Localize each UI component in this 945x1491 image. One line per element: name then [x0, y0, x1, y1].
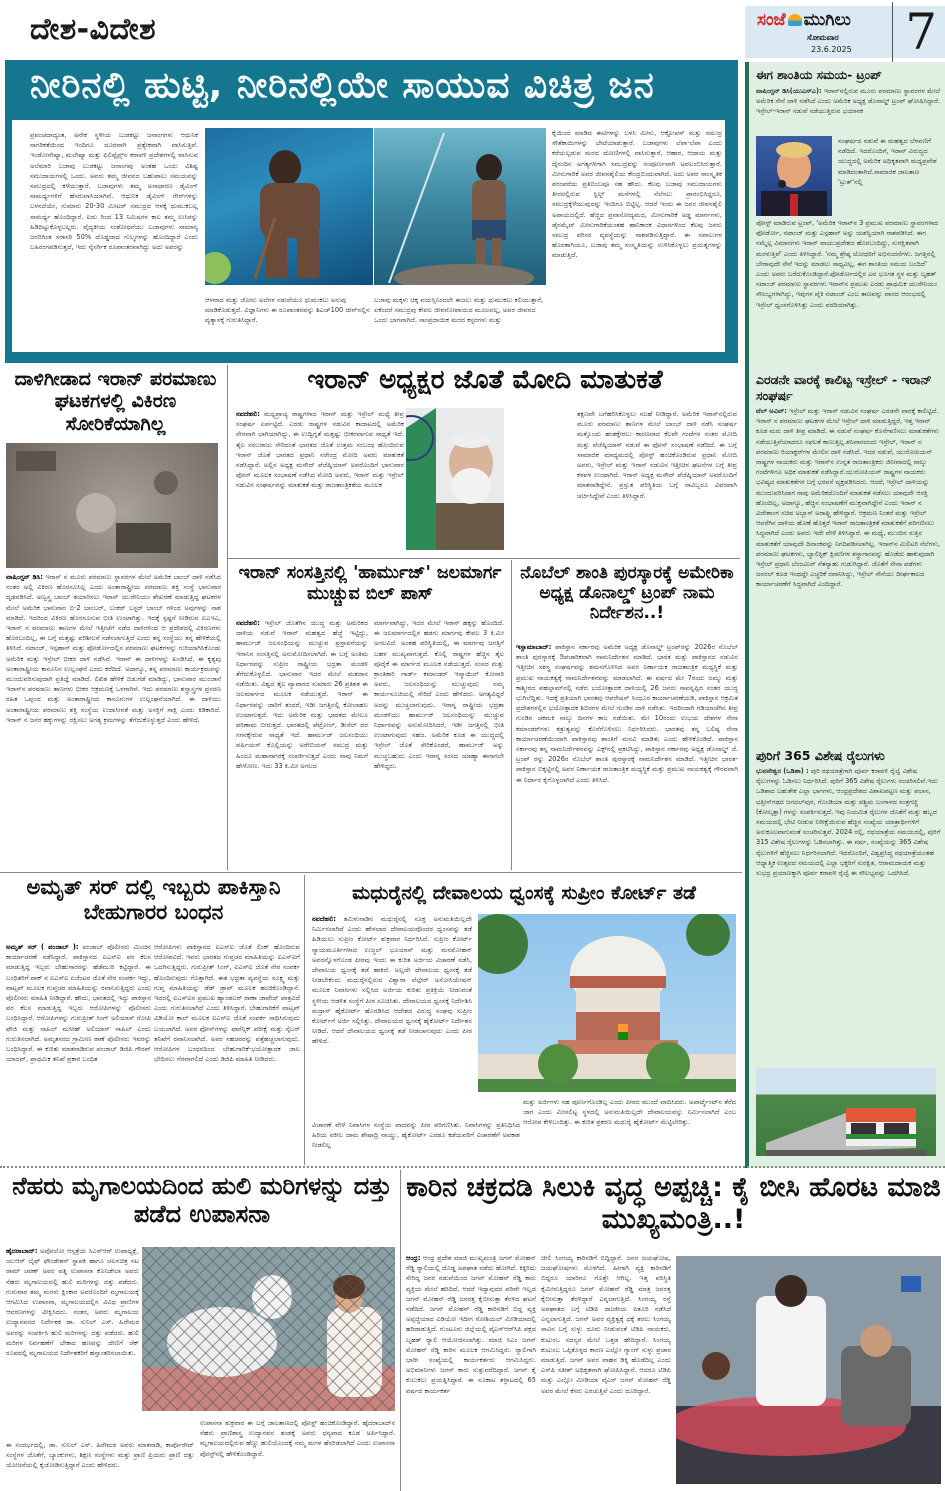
sidebar-story2-dateline: ಟೆಲ್ ಅವಿವ್:: [756, 407, 787, 415]
modi-iran-headline: ಇರಾನ್ ಅಧ್ಯಕ್ಷರ ಜೊತೆ ಮೋದಿ ಮಾತುಕತೆ: [307, 365, 663, 395]
lead-story-headline: ನೀರಿನಲ್ಲಿ ಹುಟ್ಟಿ, ನೀರಿನಲ್ಲಿಯೇ ಸಾಯುವ ವಿಚಿತ್ರ ಜನ: [30, 65, 655, 106]
column-divider: [400, 1170, 401, 1491]
iran-radiation-dateline: ವಾಷಿಂಗ್ಟನ್ ಡಿಸಿ:: [6, 573, 43, 581]
nehru-zoo-bottom-left: ಈ ಸಂದರ್ಭದಲ್ಲಿ, ಡಾ. ಸುನಿಲ್ ಎಸ್. ಹಿರೇಮಠ ಅವರು ಮಾತನಾಡಿ, ಕಾರ್ಪೊರೇಟ್ ಸಂಸ್ಥೆಗಳ ಜೊತೆಗೆ, ಬ್ಯಾಂಕುಗಳು, ಶಿಕ್ಷಣ ಸಂಸ್ಥೆಗಳು ಮತ್ತು ಪ್ರಾಣಿ ಪ್ರಿಯರು ಪ್ರಾಣಿ ದತ್ತು ಯೋಜನೆಯಲ್ಲಿ ಕೈಜೋಡಿಸುತ್ತಿದ್ದಾರೆ ಎಂದು ಹೇಳಿದರು.: [6, 1441, 194, 1470]
madurai-text-col1: ತಮಿಳುನಾಡಿನ ಮಧುರೈನಲ್ಲಿ ಸೂಕ್ತ ಅನುಮತಿಯಿಲ್ಲದೇ ನಿರ್ಮಿಸಲಾಗಿದೆ ಎಂದು ಹೇಳಲಾದ ದೇವಾಲಯವೊಂದರ ಧ್ವಂಸವನ್ನು ತಡೆ ಹಿಡಿಯಲು ಸುಪ್ರೀಂ ಕೋರ್ಟ್ ಶುಕ್ರವಾರ ನಿರ್ಧರಿಸಿದೆ. ಸುಪ್ರೀಂ ಕೋರ್ಟ್ ನ್ಯಾಯಮೂರ್ತಿಗಳಾದ ಉಜ್ಜಲ್ ಭೂಯಾನ್ ಮತ್ತು ಮನಮೋಹನ್ ಅವರನ್ನೊಳಗೊಂಡ ಪೀಠವು ಇಂದು ಈ ಕುರಿತ ಅರ್ಜಿಯ ವಿಚಾರಣೆ ನಡೆಸಿ, ದೇವಾಲಯ ಧ್ವಂಸಕ್ಕೆ ತಡೆ ಹಾಕಿದೆ. ಅಲ್ಲದೇ ದೇವಾಲಯ ಧ್ವಂಸಕ್ಕೆ ತಡೆ ನೀಡಬೇಕೆಂದು ಮಧುರೈನಲ್ಲಿರುವ ವಿಶ್ವಾರಾ ವೆಲ್ಫೇರ್ ಅಸೋಸಿಯೇಷನ್ ಮೂಲಕ ನಿವಾಸಿಗಳು ಸಲ್ಲಿಸಿದ ಅರ್ಜಿಯ ಕುರಿತು ಪ್ರತಿಕ್ರಿಯೆ ನೀಡುವಂತೆ ಸ್ಥಳೀಯ ಆಡಳಿತ ಸಂಸ್ಥೆಗೆ ಪೀಠ ಸೂಚಿಸಿತು. ದೇವಾಲಯದ ಧ್ವಂಸಕ್ಕೆ ನಿರ್ದೇಶಿಸಿ ಮದ್ರಾಸ್ ಹೈಕೋರ್ಟ್ ಹೊರಡಿಸಿದ ಆದೇಶದ ವಿರುದ್ಧ ಸಂಘವು ಸುಪ್ರೀಂ ಕೋರ್ಟ್‌ಗೆ ಅರ್ಜಿ ಸಲ್ಲಿಸಿತ್ತು. ದೇವಾಲಯದ ಧ್ವಂಸಕ್ಕೆ ಹೈಕೋರ್ಟ್ ನಿರ್ದೇಶನ ನೀಡಿದೆ. ಆದರೆ ದೇವಾಲಯದ ಧ್ವಂಸಕ್ಕೆ ತಡೆ ನೀಡಲಾಗುವುದು ಎಂದು ಪೀಠ ಹೇಳಿದೆ.: [312, 915, 472, 1046]
jagan-col2: ಚೀಲಿ ಸಿಂಗಯ್ಯ ಕಾರಿನಡಿಗೆ ಬಿದ್ದಿದ್ದಾರೆ. ಜನರ ಜಯಘೋಷ, ಜಯಘೋಷಗಳು ಮೊಳಗಿದೆ. ಹೀಗಾಗಿ ವ್ಯಕ್ತಿ ಕಾರಿನಡಿಗೆ ಬಿದ್ದರೂ ಯಾರಿಗೂ ಗೊತ್ತೇ ಆಗಿಲ್ಲ. ಇತ್ತ ಪರಿಸ್ಥಿತಿ ಕೈಮೀರುತ್ತಿದ್ದರೂ ಜಗನ್ ಮೋಹನ್ ರೆಡ್ಡಿ ಮಾತ್ರ ಜನರತ್ತ ಕೈಬೀಸುತ್ತಾ ತೆರಳಿದ್ದಾರೆ ಎನ್ನಲಾಗುತ್ತಿದೆ. ಸಿಂಗಯ್ಯ ರಸ್ತೆ ಅಪಘಾತದ ಬಗ್ಗೆ ಟಿಡಿಪಿ ರಾಜಕೀಯ ಪಿತೂರಿ ನಡೆಸಿದೆ ಎನ್ನಲಾಗುತ್ತಿದೆ. ಜಗನ್ ಅವರ ವ್ಯಕ್ತಿತ್ವಕ್ಕೆ ಧಕ್ಕೆ ತರಲು ಸಿಂಗಯ್ಯ ಸಾವಿನ ಬಗ್ಗೆ ಸುಳ್ಳು ದೂರು ನೀಡುವಂತೆ ಟಿಡಿಪಿ ನಾಯಕರು, ಕುಟುಂಬ ಸದಸ್ಯರ ಮೇಲೆ ಒತ್ತಡ ಹೇರಿದ್ದಾರೆ. ಸಿಂಗಯ್ಯ ಕುಟುಂಬ ಒಪ್ಪಿಕೊಳ್ಳದ ಕಾರಣ ಎಲ್ಲೋ ಗ್ಯಾಂಗ್ ಸುಳ್ಳು ಪ್ರಚಾರ ಮಾಡುತ್ತಿದೆ. ಜಗನ್ ಅವರ ವಾಹನ ಡಿಕ್ಕಿ ಹೊಡೆದಿಲ್ಲ ಎಂದು ಎಸ್‌ಪಿ ಸತೀಶ್ ಅಧಿಕೃತವಾಗಿ ಘೋಷಿಸಿದ್ದಾರೆ. ಆದರೂ ಟಿಡಿಪಿ ಮತ್ತು ಎಲ್ಲೋ ಮೀಡಿಯಾ ವೈಎಸ್ ಜಗನ್ ಮೋಹನ್ ರೆಡ್ಡಿ ಅವರ ಮೇಲೆ ಕೆಸರು ಎರಚುತ್ತಿವೆ ಎಂದು ದೂರಿದ್ದಾರೆ.: [541, 1254, 671, 1395]
sidebar-story1-intro-text: ಇರಾನ್‌ನಲ್ಲಿರುವ ಮೂರು ಪರಮಾಣು ಸ್ಥಾವರಗಳ ಮೇಲೆ ಅಮೆರಿಕ ಸೇನೆ ದಾಳಿ ನಡೆಸಿದೆ ಎಂದು ಅಮೆರಿಕ ಅಧ್ಯಕ್ಷ ಡೊನಾಲ್ಡ್ ಟ್ರಂಪ್ ಘೋಷಿಸಿದ್ದಾರೆ. ಇಸ್ರೇಲ್-ಇರಾನ್ ನಡುವೆ ನಡೆಯುತ್ತಿರುವ ಭಯಾನಕ: [756, 87, 941, 116]
sidebar-story2-text: ಇಸ್ರೇಲ್ ಮತ್ತು ಇರಾನ್ ನಡುವಿನ ಸಂಘರ್ಷ ಎರಡನೇ ವಾರಕ್ಕೆ ಕಾಲಿಟ್ಟಿದೆ. ಇರಾನ್ ನ ಪರಮಾಣು ಘಟಕಗಳ ಮೇಲೆ ಇಸ್ರೇಲ್ ದಾಳಿ ಮಾಡುತ್ತಿದ್ದರೆ, ಇತ್ತ ಇರಾನ್ ಕೂಡ ಮರು ದಾಳಿ ತೀವ್ರ ಮಾಡಿದೆ. ಈ ನಡುವೆ ಸಂಘರ್ಷ ಕೊನೆಗಾಣಿಸಲು ಮಾತುಕತೆಗಳು ನಡೆಯುತ್ತಿವೆಯಾದರೂ ಸಫಲತೆ ಕಾಣುತ್ತಿಲ್ಲ.ಶನಿವಾರದಂದು ಇಸ್ರೇಲ್, ಇರಾನ್ ನ ಪರಮಾಣು ರಿಯಾಕ್ಟರ್‌ಗಳ ಮೇಲಿನ ದಾಳಿ ನಡೆಸಿದೆ. ಇದರ ನಡುವೆ, ಯುರೋಪಿಯನ್ ರಾಷ್ಟ್ರಗಳ ನಾಯಕರು ಮತ್ತು ಇರಾನ್‌ನ ಉನ್ನತ ರಾಜತಾಂತ್ರಿಕರು ಜಿನೀವಾದಲ್ಲಿ ನಾಲ್ಕು ಗಂಟೆಗಳಿಗೂ ಅಧಿಕ ಮಾತುಕತೆ ನಡೆಸಿದ್ದಾರೆ.ಯುರೋಪಿಯನ್ ರಾಷ್ಟ್ರಗಳ ನಾಯಕರು ಭವಿಷ್ಯದ ಮಾತುಕತೆಗಳ ಬಗ್ಗೆ ಭರವಸೆ ವ್ಯಕ್ತಪಡಿಸಿದರು. ಆದರೆ, ಇಸ್ರೇಲ್ ದಾಳಿಯನ್ನು ಮುಂದುವರಿಸಿದಾಗ ನಾವು ಅಮೆರಿಕದೊಂದಿಗೆ ಮಾತುಕತೆ ನಡೆಸಲು ಯಾವುದೇ ಆಸಕ್ತಿ ಹೊಂದಿಲ್ಲ, ಅದಾಗ್ಯೂ, ಹೆಚ್ಚಿನ ಸಂಭಾಷಣೆಗೆ ಮುಕ್ತವಾಗಿದ್ದೇನೆ ಎಂದು ಇರಾನ್ ನ ವಿದೇಶಾಂಗ ಸಚಿವ ಅಬ್ಬಾಸ್ ಅರಾಘ್ಚಿ ಹೇಳಿದ್ದಾರೆ. ಆಕ್ರಮಣ ನಿಂತರೆ ಮತ್ತು ಇಸ್ರೇಲ್ ಆವರೆಗಿನ ದಾಳಿಯ ಹೊಣೆ ಹೊತ್ತರೆ ಇರಾನ್ ರಾಜತಾಂತ್ರಿಕತೆ ಮಾತುಕತೆಗೆ ಪರಿಗಣಿಸಲು ಸಿದ್ಧವಾಗಿದೆ ಎಂದು ಅವರು ಇದೇ ವೇಳೆ ತಿಳಿಸಿದ್ದಾರೆ. ಈ ಮಧ್ಯೆ, ಮುಂದಿನ ಸುತ್ತಿನ ಮಾತುಕತೆಗೆ ಯಾವುದೇ ದಿನಾಂಕವನ್ನು ನಿಗದಿಪಡಿಸಲಾಗಿಲ್ಲ. ಇರಾನ್‌ನ ಮಿಲಿಟರಿ ನೆಲೆಗಳು, ಪರಮಾಣು ಘಟಕಗಳು, ಬ್ಯಾಲಿಸ್ಟಿಕ್ ಕ್ಷಿಪಣಿಗಳ ಶಸ್ತ್ರಾಗಾರವನ್ನು ಹೊಡೆದು ಹಾಕುವುದಾಗಿ ಇಸ್ರೇಲ್ ಪ್ರಧಾನಿ ಬೆಂಜಮಿನ್ ನೆತನ್ಯಾಹು ಗುಡುಗಿದ್ದಾರೆ. ಜೊತೆಗೆ ಸೇನಾ ಪಡೆಗಳು ಜನರಲ್ ಕೂಡ ಇಂಥದ್ದೇ ಎಚ್ಚರಿಕೆ ರವಾನಿಸಿದ್ದು, ಇಸ್ರೇಲ್ ಸೇನೆಯು ದೀರ್ಘಕಾಲದ ಕಾರ್ಯಾಚರಣೆಗೆ ಸಿದ್ಧವಾಗಿದೆ ಎಂದಿದ್ದಾರೆ.: [756, 407, 940, 589]
trump-portrait-icon: [756, 136, 832, 216]
trump-photo: [756, 136, 832, 216]
dotted-divider: [0, 1166, 945, 1168]
lead-photo-caption1: ಆಳವಾದ ಮತ್ತು ಜೋರು ಅಲೆಗಳ ನಡುವೆಯೂ ಧುಮುಕಲು ಅನುವು ಮಾಡಿಕೊಡುತ್ತದೆ. ವಿಜ್ಞಾನಿಗಳು ಈ ರೂಪಾಂತರವನ್ನು ಶಿಎಚ್100 ಜೀನ್‌ನಲ್ಲಿನ ವ್ಯತ್ಯಾಸಕ್ಕೆ ಗುರುತಿಸಿದ್ದಾರೆ.: [205, 296, 370, 325]
nehru-zoo-text-col1: ಅಪೋಲೋ ಆಸ್ಪತ್ರೆಯ ಸಿಎಸ್‌ಆರ್ ಉಪಾಧ್ಯಕ್ಷೆ, ಯುಆರ್ ಲೈಫ್ ಫೌಂಡೇಶನ್ ಸ್ಥಾಪಕಿ ಹಾಗೂ ಚಲನಚಿತ್ರ ನಟ ರಾಮ್ ಚರಣ್ ಅವರ ಪತ್ನಿ ಉಪಾಸನಾ ಕೊನಿಡೇಲಾ ಅವರು ನೆಹರು ಮೃಗಾಲಯದಲ್ಲಿ ಹುಲಿ ಮರಿಗಳನ್ನು ದತ್ತು ಪಡೆದರು. ಗುರುವಾರ ತಮ್ಮ ಮಗಳು ಕ್ಲಿಂಕಾರ ಅವರೊಂದಿಗೆ ಮೃಗಾಲಯಕ್ಕೆ ಆಗಮಿಸಿದ ಉಪಾಸನಾ, ಮೃಗಾಲಯದಲ್ಲಿನ ವಿವಿಧ ಪ್ರಾಣಿಗಳ ಆವರಣಗಳನ್ನು ವೀಕ್ಷಿಸಿದರು. ನಂತರ, ಅವರು ಮೃಗಾಲಯ ಉದ್ಯಾನವನದ ನಿರ್ದೇಶಕ ಡಾ. ಸುನಿಲ್ ಎಸ್. ಹಿರೇಮಠ ಅವರನ್ನು ಸಂಪರ್ಕಿಸಿ ಹುಲಿ ಮರಿಗಳನ್ನು ದತ್ತು ಪಡೆದರು. ಹುಲಿ ಮರಿಗಳ ನಿರ್ವಹಣೆಗೆ ಬೇಕಾದ ಹಣವನ್ನು ದೇಣಿಗೆ ಚೆಕ್ ರೂಪದಲ್ಲಿ ಮೃಗಾಲಯದ ನಿರ್ದೇಶಕರಿಗೆ ಹಸ್ತಾಂತರಿಸಲಾಯಿತು.: [6, 1247, 139, 1358]
diver-figure-icon: [205, 128, 373, 285]
amritsar-text-col1: ಪಂಜಾಬ್ ಪೊಲೀಸರು ಮಿಂಚಿನ ಕಾರ್ಯಾಚರಣೆ ನಡೆಸಿದ್ದಾರೆ. ಪಾಕಿಸ್ತಾನದ ಐಎಸ್ಐ ಪರ ಕೆಲಸ ಮಾಡುತ್ತಿದ್ದ ಇಬ್ಬರು ಬೇಹುಗಾರರನ್ನು ಹೆಡೆಮುರಿ ಕಟ್ಟಿದ್ದಾರೆ. ಈ ಬಂಧಿತರಿಗೆ ಪಾಕ್ ನ ಐಎಸ್ಐ ಏಜೆಂಟರ ಜೊತೆ ನೇರ ಸಂಪರ್ಕ ಇದ್ದು, ವಾಟ್ಸಪ್ ಮೂಲಕ ಗುಪ್ತಚರ ಮಾಹಿತಿಯನ್ನು ರವಾನಿಸುತ್ತಿದ್ದರು ಎಂದು ಪೊಲೀಸರು ಮಾಹಿತಿ ನೀಡಿದ್ದಾರೆ. ಹೌದು, ಭಾರತದಲ್ಲಿ ಇದ್ದು ಪಾಕಿಸ್ತಾನ ಪರ ಕೆಲಸ ಮಾಡುತ್ತಿದ್ದ ಇಬ್ಬರು ಆರೋಪಿಗಳನ್ನು ಪೊಲೀಸರು ಬಂಧಿಸಿದ್ದಾರೆ. ಆರೋಪಿಗಳನ್ನು ಗುರುಪ್ರೀತ್ ಸಿಂಗ್ ಅಲಿಯಾಸ್ ಗೋಪಿ ಫೌಜಿ ಮತ್ತು ಸಾಹಿಲ್ ಮಸೀಹ್ ಅಲಿಯಾಸ್ ಸಾಹಿಲ್ ಎಂದು ಗುರುತಿಸಲಾಗಿದೆ. ಅಮೃತಸರದ ಗ್ರಾಮೀಣ ಠಾಣೆ ಪೊಲೀಸರು ಇವರನ್ನು ಬಂಧಿಸಿದ್ದಾರೆ. ಈ ಕುರಿತು ಮಾತನಾಡಿರುವ ಪಂಜಾಬ್ ಡಿಜಿಪಿ ಗೌರವ್ ಯಾದವ್, ಪ್ರಾಥಮಿಕ ತನಿಖೆ ಪ್ರಕಾರ ಬಂಧಿತ: [6, 943, 151, 1064]
nehru-zoo-headline: ನೆಹರು ಮೃಗಾಲಯದಿಂದ ಹುಲಿ ಮರಿಗಳನ್ನು ದತ್ತು ಪಡೆದ ಉಪಾಸನಾ: [12, 1172, 392, 1229]
sidebar-story2-headline: ಎರಡನೇ ವಾರಕ್ಕೆ ಕಾಲಿಟ್ಟ ಇಸ್ರೇಲ್ - ಇರಾನ್ ಸಂಘರ್ಷ: [756, 372, 932, 403]
nobel-text: ಪಾಕಿಸ್ತಾನ ಸರ್ಕಾರವು ಅಮೆರಿಕ ಅಧ್ಯಕ್ಷ ಡೊನಾಲ್ಡ್ ಟ್ರಂಪ್‌ರನ್ನು 2026ರ ನೊಬೆಲ್ ಶಾಂತಿ ಪುರಸ್ಕಾರಕ್ಕೆ ಔಪಚಾರಿಕವಾಗಿ ನಾಮನಿರ್ದೇಶನ ಮಾಡಿದೆ. ಭಾರತ ಮತ್ತು ಪಾಕಿಸ್ತಾನದ ನಡುವಿನ ಇತ್ತೀಚಿನ ಸಶಸ್ತ್ರ ಸಂಘರ್ಷವನ್ನು ಶಮನಗೊಳಿಸಿದ ಅವರ ನಿರ್ಣಾಯಕ ರಾಜತಾಂತ್ರಿಕ ಮಧ್ಯಸ್ಥಿಕೆ ಮತ್ತು ಪ್ರಮುಖ ನಾಯಕತ್ವಕ್ಕೆ ನಾಮನಿರ್ದೇಶನವನ್ನು ಮಾಡಲಾಗಿದೆ. ಈ ವರ್ಷದ ಮೇ 7ರಂದು ಜಮ್ಮು ಮತ್ತು ಕಾಶ್ಮೀರದ ಪಹಲ್ಗಾಮ್‌ನಲ್ಲಿ ನಡೆದ ಭಯೋತ್ಪಾದಕ ದಾಳಿಯಲ್ಲಿ 26 ಜನರು ಸಾವನ್ನಪ್ಪಿದ ನಂತರ ಯುದ್ಧ ಭುಗಿಲೆದ್ದಿತು. ಇದಕ್ಕೆ ಪ್ರತಿಯಾಗಿ ಭಾರತವು ಆಪರೇಷನ್ ಸಿಂಧೂರ ಕಾರ್ಯಾಚರಣೆಯಡಿ, ಪಾಕಿಸ್ತಾನ ಆಕ್ರಮಿತ ಪ್ರದೇಶಗಳಲ್ಲಿನ ಭಯೋತ್ಪಾದಕ ಶಿಬಿರಗಳ ಮೇಲೆ ಗುಂಡಿನ ದಾಳಿ ನಡೆಸಿತು. ಇದರಿಂದಾಗಿ ಗಡಿಯಾಚೆಗಿನ ತೀವ್ರ ಗುಂಡಿನ ಚಕಮಕಿ ನಾಲ್ಕು ದಿನಗಳ ಕಾಲ ನಡೆಯಿತು. ಮೇ 10ರಂದು ಉಭಯ ದೇಶಗಳ ಸೇನಾ ಕಮಾಂಡರ್‌ಗಳು ಶತ್ರುತ್ವವನ್ನು ಕೊನೆಗೊಳಿಸಲು ನಿರ್ಧರಿಸಿದರು. ಭಾರತವು ತನ್ನ ಬಲಿಷ್ಠ ಸೇನಾ ಕಾರ್ಯಾಚರಣೆಯಿಂದಾಗಿ ಪಾಕಿಸ್ತಾನವು ಶಾಂತಿಗೆ ಮನವಿ ಮಾಡಿತು ಎಂದು ಹೇಳಿಕೊಂಡಿದೆ. ಪಾಕಿಸ್ತಾನ ಸರ್ಕಾರವು ತನ್ನ ನಾಮನಿರ್ದೇಶನವನ್ನು ಎಕ್ಸ್‌ನಲ್ಲಿ ಪ್ರಕಟಿಸಿದ್ದು, ಪಾಕಿಸ್ತಾನ ಸರ್ಕಾರವು ಅಧ್ಯಕ್ಷ ಡೊನಾಲ್ಡ್ ಜೆ. ಟ್ರಂಪ್ ರನ್ನು 2026ರ ನೊಬೆಲ್ ಶಾಂತಿ ಪುರಸ್ಕಾರಕ್ಕೆ ನಾಮನಿರ್ದೇಶನ ಮಾಡಿದೆ. ಇತ್ತೀಚಿನ ಭಾರತ-ಪಾಕಿಸ್ತಾನ ಬಿಕ್ಕಟ್ಟಿನಲ್ಲಿ ಅವರ ನಿರ್ಣಾಯಕ ರಾಜತಾಂತ್ರಿಕ ಮಧ್ಯಸ್ಥಿಕೆ ಮತ್ತು ಪ್ರಮುಖ ನಾಯಕತ್ವಕ್ಕೆ ಗೌರವವಾಗಿ ಈ ನಿರ್ಧಾರ ಕೈಗೊಳ್ಳಲಾಗಿದೆ ಎಂದು ತಿಳಿಸಿದೆ.: [516, 643, 738, 784]
jagan-headline: ಕಾರಿನ ಚಕ್ರದಡಿ ಸಿಲುಕಿ ವೃದ್ಧ ಅಪ್ಪಚ್ಚಿ: ಕೈ ಬೀಸಿ ಹೊರಟ ಮಾಜಿ ಮುಖ್ಯಮಂತ್ರಿ..!: [406, 1172, 941, 1235]
damaged-nuclear-site-photo: [6, 443, 218, 568]
nehru-zoo-col1: [6, 1246, 139, 1436]
brand-part1: ಸಂಜೆ: [757, 10, 786, 30]
amritsar-col2: ಆರೋಪಿಗಳು ಪಾಕಿಸ್ತಾನದ ಐಎಸ್ಐ ಜೊತೆ ಲಿಂಕ್ ಹೊಂದಿರುವ ಆರೋಪವಿದೆ. ಇವರು ಭಾರತದ ಗುಪ್ತಚರ ಮಾಹಿತಿಯನ್ನು ಐಎಸ್ಐಗೆ ಒದಗಿಸುತ್ತಿದ್ದರು. ಗುರುಪ್ರೀತ್ ಸಿಂಗ್, ಐಎಸ್ಐ ಜೊತೆ ನೇರ ಸಂಪರ್ಕ ಹೊಂದಿರುವುದು ಗೊತ್ತಾಗಿದೆ. ಈತ ಭದ್ರತಾ ವ್ಯವಸ್ಥೆಯ ಸೂಕ್ಷ್ಮ ಮತ್ತು ಗುಪ್ತ ಮಾಹಿತಿಯನ್ನು ಡೆಡ್ ಡ್ರಾಪ್ ಮೂಲಕ ಹಂಚಿಕೊಂಡಿದ್ದಾನೆ. ಇದರಲ್ಲಿ ಐಎಸ್ಐನ ಪ್ರಮುಖ ಹ್ಯಾಂಡಲರ್ ರಾಣಾ ಜಾವೇದ್ ಪಾತ್ರವಿದೆ ಎಂದು ಗುರುತಿಸಲಾಗಿದೆ ಎಂದು ತಿಳಿಸಿದ್ದಾರೆ. ಬೇಹುಗಾರಿಕೆಗೆ ವಾಟ್ಸಪ್ ವಿಡಿಯೋ ಕಾಲ್ ಮೂಲಕ ಐಎಸ್ಐ ಜೊತೆ ಸಂಪರ್ಕ ಸಾಧಿಸಿರುವುದು ಬಯಲಾಗಿದೆ. ಅವರ ಫೋನ್‌ಗಳನ್ನು ಫಾರೆನ್ಸಿಕ್ ಪರೀಕ್ಷೆ ಮತ್ತು ಸೈಬರ್ ತನಿಖೆಗೆ ರವಾನಿಸಲಾಗಿದೆ. ಅವರ ಸಹಚರರನ್ನು ಪತ್ತೆಹಚ್ಚಲಾಗುವುದು. ಆರೋಪಿಗಳ ಬಂಧನದಿಂದ ಬೇಹುಗಾರಿಕೆ-ಭಯೋತ್ಪಾದಕ ಜಾಲ ಭೇದಿಸಲು ನೆರವಾಗಲಿದೆ ಎಂದು ಡಿಜಿಪಿ ಮಾಹಿತಿ ನೀಡಿದರು.: [154, 943, 300, 1064]
nobel-dateline: ಇಸ್ಲಾಮಾಬಾದ್:: [516, 643, 552, 651]
sidebar-story3-dateline: ಭುವನೇಶ್ವರ (ಒಡಿಶಾ) :: [756, 767, 809, 775]
white-tiger-icon: [142, 1247, 395, 1411]
masthead: [745, 3, 945, 61]
column-divider: [304, 875, 305, 1165]
section-divider: [0, 872, 742, 873]
modi-iran-text-left: ಮಧ್ಯಪ್ರಾಚ್ಯ ರಾಷ್ಟ್ರಗಳಾದ ಇರಾನ್ ಮತ್ತು ಇಸ್ರೇಲ್ ಮಧ್ಯೆ ತೀವ್ರ ಸಂಘರ್ಷ ಏರ್ಪಟ್ಟಿದೆ. ಎರಡು ರಾಷ್ಟ್ರಗಳ ನಡುವಿನ ಕಾದಾಟದಲ್ಲಿ ಅಮೆರಿಕ ನೇರವಾಗಿ ಭಾಗಿಯಾಗಿದ್ದು, ಈ ಉದ್ವಿಗ್ನತೆ ಮತ್ತಷ್ಟು ಭೀಕರವಾಗುವ ಸಾಧ್ಯತೆ ಇದೆ. ತೈಲ ಸರಬರಾಜು ಸೇರಿದಂತೆ ಭಾರತದ ಜೊತೆ ಉತ್ತಮ ಸಂಬಂಧ ಹೊಂದಿರುವ ಇರಾನ್ ಜೊತೆ ಭಾರತದ ಪ್ರಧಾನಿ ನರೇಂದ್ರ ಮೋದಿ ಅವರು ಮಾತುಕತೆ ನಡೆಸಿದ್ದಾರೆ. ಅಲ್ಲಿನ ಅಧ್ಯಕ್ಷ ಮಸೌದ್ ಪೆಜೆಷ್ಕಿಯಾನ್ ಅವರೊಂದಿಗೆ ಭಾನುವಾರ ಫೋನ್ ಮೂಲಕ ಸಂಭಾಷಣೆ ನಡೆಸಿದ ಮೋದಿ ಅವರು, ಇರಾನ್ ಮತ್ತು ಇಸ್ರೇಲ್ ನಡುವಿನ ಸಂಘರ್ಷವನ್ನು ಮಾತುಕತೆ ಮತ್ತು ರಾಜತಾಂತ್ರಿಕತೆಯ ಮೂಲಕ: [236, 410, 404, 490]
amritsar-dateline: ಅಮೃತ್ ಸರ್ ( ಪಂಜಾಬ್ ):: [6, 943, 79, 951]
modi-iran-body-left: [236, 409, 404, 559]
hormuz-headline: ಇರಾನ್ ಸಂಸತ್ತಿನಲ್ಲಿ 'ಹಾರ್ಮುಜ್' ಜಲಮಾರ್ಗ ಮುಚ್ಚುವ ಬಿಲ್ ಪಾಸ್: [238, 563, 502, 604]
madurai-bottom-right: ಮತ್ತು ಅರ್ಜಿಗಳು ಸಹ ಪೂರ್ಣಗೊಂಡಿಲ್ಲ ಎಂದು ಪೀಠದ ಮುಂದೆ ವಾದಿಸಿದರು. ಅಪಾರ್ಟ್ಮೆಂಟ್‌ನ ತೆರೆದ ಜಾಗ ಎಂದು ಮೀಸಲಿಟ್ಟ ಸ್ಥಳದಲ್ಲಿ ಅನುಮತಿಯಿಲ್ಲದೇ ದೇವಾಲಯವನ್ನು ನಿರ್ಮಿಸಲಾಗಿದೆ ಎಂಬ ಆರೋಪ ಕೇಳಿಬಂದಿತ್ತು. ಈ ಕುರಿತ ಪ್ರಕರಣ ಮಧುರೈ ಹೈಕೋರ್ಟ್ ಮೆಟ್ಟಿಲೇರಿತ್ತು.: [523, 1098, 736, 1127]
sidebar-story1-dateline: ವಾಷಿಂಗ್ಟನ್ ಡಿಸಿ(ಯುಎಸ್‌ಎ):: [756, 87, 822, 95]
column-divider: [227, 365, 228, 870]
iran-radiation-headline: ದಾಳಿಗೀಡಾದ ಇರಾನ್ ಪರಮಾಣು ಘಟಕಗಳಲ್ಲಿ ವಿಕಿರಣ ಸೋರಿಕೆಯಾಗಿಲ್ಲ: [14, 368, 217, 435]
sidebar-story1-body: ಪೋಸ್ಟ್ ಮಾಡಿರುವ ಟ್ರಂಪ್, 'ಅಮೆರಿಕ ಇರಾನ್‌ನ 3 ಪ್ರಮುಖ ಪರಮಾಣು ಸ್ಥಾವರಗಳಾದ ಫೋರ್ಡೋ, ನಟಾಂಜ್ ಮತ್ತು ಎಸ್ಫಹಾನ್ ಅನ್ನು ಯಶಸ್ವಿಯಾಗಿ ನಾಶಪಡಿಸಿದೆ. ಈಗ ನಮ್ಮೆಲ್ಲ ವಿಮಾನಗಳು ಇರಾನ್ ವಾಯುಪ್ರದೇಶದ ಹೊರಬಂದಿದ್ದು, ಸುರಕ್ಷಿತವಾಗಿ ಮರಳುತ್ತಿವೆ' ಎಂದು ತಿಳಿಸಿದ್ದಾರೆ. 'ನಮ್ಮ ಶ್ರೇಷ್ಠ ಯೋಧರಿಗೆ ಅಭಿನಂದನೆಗಳು. ಜಗತ್ತಿನಲ್ಲಿ ಬೇರಾವುದೇ ಸೇನೆ ಇದನ್ನು ಮಾಡಲು ಸಾಧ್ಯವಿಲ್ಲ, ಈಗ ಶಾಂತಿಯ ಸಮಯ ಬಂದಿದೆ' ಎಂದು ಅವರು ಬರೆದುಕೊಂಡಿದ್ದಾರೆ.ಫೋರ್ಡೋದಲ್ಲಿರ ಎವ ಭೂಗತ ಸ್ಥಳ ಮತ್ತು ಬೃಹತ್ ನಟಾಂಜ್ ಪರಮಾಣು ಸ್ಥಾವರಗಳು ಇರಾನ್‌ನ ಪ್ರಮುಖ ಎರಡು ಪ್ರಾಥಮಿಕ ಯುರೇನಿಯಂ ಸೌಲಭ್ಯಗಳಾಗಿದ್ದು, ಇವುಗಳ ಪೈಕಿ ನಟಾಂಜ್ ಎಂಬ ತಾಣವನ್ನು ವಾರದ ಆರಂಭದಲ್ಲಿ ಇಸ್ರೇಲ್ ಧ್ವಂಸಗೊಳಿಸಿತ್ತು ಎಂದು ವರದಿಯಾಗಿತ್ತು.: [756, 219, 939, 309]
section-divider: [228, 558, 740, 559]
rally-crowd-icon: [676, 1256, 941, 1484]
amritsar-col1: [6, 942, 151, 1162]
sidebar-story3-text: ಪುರಿ ರಥಯಾತ್ರೆಗಾಗಿ ಪೂರ್ವ ಕರಾವಳಿ ರೈಲ್ವೆ ವಿಶೇಷ ರೈಲುಗಳನ್ನು ಓಡಿಸಲು ನಿರ್ಧರಿಸಿದೆ. ಪುರಿಗೆ 365 ವಿಶೇಷ ರೈಲುಗಳು ಸಂಚರಿಸಲಿವೆ.ಇದು ಒಡಿಶಾದ ಬಹುತೇಕ ಎಲ್ಲಾ ಭಾಗಗಳು, ಆಂಧ್ರಪ್ರದೇಶದ ವಿಶಾಖಪಟ್ಟಣ ಮತ್ತು ಪಲಾಸ, ಛತ್ತೀಸ್‌ಗಢದ ಜಗದಲ್‌ಪುರ, ಗೊಂಡಿಯಾ ಮತ್ತು ಪಶ್ಚಿಮ ಬಂಗಾಳದ ಸಂತ್ರಗಚ್ಚಿ (ಕೋಲ್ಕತ್ತಾ) ಗಳನ್ನು ಸಂಪರ್ಕಿಸುತ್ತದೆ. ಇವು ನಿಯಮಿತ ರೈಲುಗಳ ಜೊತೆಗೆ ಮತ್ತು ಹಬ್ಬದ ಸಮಯದಲ್ಲಿ ಭೇಟಿ ನೀಡುವ ನಿರೀಕ್ಷೆಯಿರುವ ಹೆಚ್ಚಿನ ಸಂಖ್ಯೆಯ ಯಾತ್ರಾರ್ಥಿಗಳಿಗೆ ಅನುಕೂಲವಾಗುವಂತೆ ಸಂಚರಿಸುತ್ತವೆ. 2024 ರಲ್ಲಿ, ರಥಯಾತ್ರೆಯ ಸಮಯದಲ್ಲಿ, ಪುರಿಗೆ 315 ವಿಶೇಷ ರೈಲುಗಳನ್ನು ಓಡಿಸಲಾಗಿತ್ತು. ಈ ವರ್ಷ, ಸಂಖ್ಯೆಯನ್ನು 365 ವಿಶೇಷ ರೈಲುಗಳಿಗೆ ಹೆಚ್ಚಿಸಲು ನಿರ್ಧರಿಸಲಾಗಿದೆ. ಇದರೊಂದಿಗೆ, ವಿಶ್ವಪ್ರಸಿದ್ಧ ರಥಯಾತ್ರೆಯಂತಹ ಆಧ್ಯಾತ್ಮಿಕ ಉತ್ಸವದ ಸಮಯದಲ್ಲಿ ಎಲ್ಲಾ ಭಕ್ತರಿಗೆ ಸುರಕ್ಷಿತ, ಆರಾಮದಾಯಕ ಮತ್ತು ಸುಭದ್ರ ಪ್ರಯಾಣಕ್ಕಾಗಿ ಪೂರ್ವ ಕರಾವಳಿ ರೈಲ್ವೆ ಈ ಸೌಲಭ್ಯವನ್ನು ಒದಗಿಸಿದೆ.: [756, 767, 941, 878]
section-title: ದೇಶ-ವಿದೇಶ: [30, 12, 157, 47]
supreme-court-photo: [478, 914, 736, 1092]
bajau-spearfisher-photo: [374, 128, 546, 285]
madurai-headline: ಮಧುರೈನಲ್ಲಿ ದೇವಾಲಯ ಧ್ವಂಸಕ್ಕೆ ಸುಪ್ರೀಂ ಕೋರ್ಟ್ ತಡೆ: [352, 882, 696, 904]
rubble-aerial-icon: [6, 443, 218, 568]
lead-photo-caption2: ಬಜಾವು ಮಕ್ಕಳು ಚಿಕ್ಕ ವಯಸ್ಸಿನಿಂದಲೇ ಈಜಲು ಮತ್ತು ಧುಮುಕಲು ಕಲಿಯುತ್ತಾರೆ, ಏಕೆಂದರೆ ಸಮುದ್ರವು ಕೇವಲ ಜೀವನೋಪಾಯದ ಮೂಲವಲ್ಲ, ಅವರ ಜೀವನದ ಒಂದು ಭಾಗವಾಗಿದೆ. ಸಾಂಪ್ರದಾಯಿಕ ಮರದ ಕಸ್ಟರಗಳು ಮತ್ತು: [374, 296, 544, 325]
sidebar-story2-body: [756, 406, 941, 744]
amritsar-headline: ಅಮೃತ್ ಸರ್ ದಲ್ಲಿ ಇಬ್ಬರು ಪಾಕಿಸ್ತಾನಿ ಬೇಹುಗಾರರ ಬಂಧನ: [26, 875, 281, 924]
sidebar-story1-beside-photo: ಸಂಘರ್ಷದ ನಡುವೆ ಈ ಮಹತ್ವದ ಬೆಳವಣಿಗೆ ನಡೆದಿದೆ. ಇದರೊಂದಿಗೆ, ಇರಾನ್ ವಿರುದ್ಧದ ಯುದ್ಧದಲ್ಲಿ ಅಮೆರಿಕ ಅಧಿಕೃತವಾಗಿ ಮಧ್ಯಪ್ರವೇಶ ಮಾಡಿದಂತಾಗಿದೆ.ಸಾಮಾಜಿಕ ಜಾಲತಾಣ 'ಟ್ರುತ್'ನಲ್ಲಿ: [838, 137, 937, 186]
jagan-rally-photo: [676, 1256, 941, 1484]
nobel-body: [516, 642, 738, 867]
jagan-text-col1: ಆಂಧ್ರ ಪ್ರದೇಶ ಮಾಜಿ ಮುಖ್ಯಮಂತ್ರಿ ಜಗನ್ ಮೋಹನ್ ರೆಡ್ಡಿ ರ‍್ಯಾಲಿಯಲ್ಲಿ ದೊಡ್ಡ ಅಪಘಾತ ನಡೆದು ಹೋಗಿದೆ. ಕಿಕ್ಕಿರಿದು ಸೇರಿದ್ದ ಜನರ ನಡುವೆಯಿಂದ ಜಗನ್ ಮೋಹನ್ ರೆಡ್ಡಿ ಕಾರು ವ್ಯಕ್ತಿಯ ಮೇಲೆ ಹರಿದಿದೆ. ಆದರೆ ಇದ್ಯಾವುದರ ಪರಿವೇ ಇಲ್ಲದ ಜಗನ್ ಮೋಹನ್ ರೆಡ್ಡಿ ಜನರತ್ತ ಕೈಬೀಸುತ್ತಾ ತೆರಳಿದ ಘಟನೆ ನಡೆದಿದೆ. ಜಗನ್ ಮೋಹನ್ ರೆಡ್ಡಿ ಕಾರಿನಡಿಗೆ ಬಿದ್ದ ವ್ಯಕ್ತಿ ಅಪ್ಪಚ್ಚಿಯಾದ ವಿಡಿಯೋ ಇದೀಗ ಸೋಶಿಯಲ್ ಮೀಡಿಯಾದಲ್ಲಿ ಹರಿದಾಡುತ್ತಿದೆ. ಗುಂಟೂರು ಜಿಲ್ಲೆಯಲ್ಲಿ ವೈಎಸ್‌ಆರ್‌ಸಿಪಿ ಪಕ್ಷದ ಬೃಹತ್ ರ‍್ಯಾಲಿ ಆಯೋಜಿಸಲಾಗಿತ್ತು. ಮಾಜಿ ಸಿಎಂ ಜಗನ್ ಮೋಹನ್ ರೆಡ್ಡಿ ಕಾರಿನ ಮೂಲಕ ಆಗಮಿಸಿದ್ದರು. ರ‍್ಯಾಲಿಗಾಗಿ ಭಾರೀ ಸಂಖ್ಯೆಯಲ್ಲಿ ಕಾರ್ಯಕರ್ತರು ಆಗಮಿಸಿದ್ದರು. ಅಭಿಮಾನಿಗಳು ಜಗನ್ ಕಾರು ಸುತ್ತುವರೆದಿದ್ದಾರೆ. ಜಗನ್ ಕೈ ಕುಲುಕಲು ಪ್ರಯತ್ನಿಸಿದ್ದಾರೆ. ಈ ನೂಕಾಟ ತಳ್ಳಾಟದಲ್ಲಿ 65 ವರ್ಷದ ಕಾರ್ಯಕರ್ತ: [406, 1254, 536, 1395]
hormuz-col2: ಮಾರ್ಗವಾಗಿದ್ದು, ಇದರ ಮೇಲೆ ಇರಾನ್ ಹಕ್ಕನ್ನು ಹೊಂದಿದೆ. ಈ ಜಲಮಾರ್ಗದಲ್ಲಿನ ಹಡಗು ಮಾರ್ಗವು ಕೇವಲ 3 ಕಿ.ಮೀ ಅಗಲವಿದೆ. ಅಂತಹ ಪರಿಸ್ಥಿತಿಯಲ್ಲಿ, ಈ ಮಾರ್ಗವು ಜಗತ್ತಿಗೆ ಬಹಳ ಮುಖ್ಯವಾಗುತ್ತದೆ. ಕೊಲ್ಲಿ ರಾಷ್ಟ್ರಗಳ ಹೆಚ್ಚಿನ ತೈಲ ಪೂರೈಕೆ ಈ ಮಾರ್ಗದ ಮೂಲಕ ನಡೆಯುತ್ತದೆ. ಸಂಸದ ಮತ್ತು ಕ್ರಾಂತಿಕಾರಿ ಗಾರ್ಡ್ ಕಮಾಂಡರ್ ಇಸ್ಮಾಯಿಲ್ ಕೋಸಾರಿ ಅವರು, ಜಲಸಂಧಿಯನ್ನು ಮುಚ್ಚುವುದು ನಮ್ಮ ಕಾರ್ಯಸೂಚಿಯಲ್ಲಿ ಸೇರಿದೆ ಎಂದು ಹೇಳಿದರು. ಅಗತ್ಯವಿದ್ದರೆ ಅದನ್ನು ಮುಚ್ಚಲಾಗುವುದು. ಇರಾನ್ನ ರಾಷ್ಟ್ರೀಯ ಭದ್ರತಾ ಮಂಡಳಿಯು ಹಾರ್ಮುಜ್ ಜಲಸಂಧಿಯನ್ನು ಮುಚ್ಚುವ ನಿರ್ಧಾರವನ್ನು ಅನುಮೋದಿಸಿದರೆ, ಇಡೀ ಜಗತ್ತಿನಲ್ಲಿ ಭೀತಿ ಉಂಟಾಗುವುದು ಸಹಜ. ಅಮೆರಿಕ ಕೂಡ ಈ ಯುದ್ಧದಲ್ಲಿ ಇಸ್ರೇಲ್ ಜೊತೆ ಸೇರಿಕೊಂಡರೆ, ಹಾರ್ಮುಜ್ ಅನ್ನು ಮುಚ್ಚಬಹುದು ಎಂದು ಇರಾನ್ನ ಸಂಸದ ಯಾಹ್ಯಾ ಈಗಾಗಲೇ ಹೇಳಿದ್ದರು.: [374, 619, 504, 770]
brand-part2: ಮುಗಿಲು: [803, 10, 851, 30]
supreme-court-building-icon: [478, 914, 736, 1092]
iran-radiation-body: [6, 572, 221, 867]
masthead-day: ಸೋಮವಾರ: [807, 33, 839, 42]
sidebar-story3-body: [756, 766, 941, 966]
modi-photo: [406, 408, 504, 550]
sunset-palm-icon: [788, 14, 802, 26]
nobel-headline: ನೊಬೆಲ್ ಶಾಂತಿ ಪುರಸ್ಕಾರಕ್ಕೆ ಅಮೇರಿಕಾ ಅಧ್ಯಕ್ಷ ಡೊನಾಲ್ಡ್ ಟ್ರಂಪ್ ನಾಮ ನಿರ್ದೇಶನ..!: [520, 563, 734, 624]
brand-logo: [757, 10, 851, 30]
sidebar-story1-headline: ಈಗ ಶಾಂತಿಯ ಸಮಯ- ಟ್ರಂಪ್: [756, 68, 882, 82]
hormuz-text-col1: ಇಸ್ರೇಲ್ ಜೊತೆಗಿನ ಯುದ್ಧ ಮತ್ತು ಅಮೆರಿಕದ ದಾಳಿಯ ನಡುವೆ ಇರಾನ್ ಮಹತ್ವದ ಹೆಜ್ಜೆ ಇಟ್ಟಿದ್ದು, ಹಾರ್ಮುಜ್ ಜಲಸಂಧಿಯನ್ನು ಮುಚ್ಚುವ ಪ್ರಸ್ತಾವನೆಯನ್ನು ಇರಾನಿನ ಸಂಸತ್ತಿನಲ್ಲಿ ಅನುಮೋದಿಸಲಾಗಿದೆ. ಈ ಬಗ್ಗೆ ಅಂತಿಮ ನಿರ್ಧಾರವನ್ನು ಸುಪ್ರೀಂ ರಾಷ್ಟ್ರೀಯ ಭದ್ರತಾ ಮಂಡಳಿ ತೆಗೆದುಕೊಳ್ಳಲಿದೆ. ಭಾನುವಾರ ಇದರ ಮೇಲೆ ಮತದಾನ ನಡೆಯಿತು. ವಿಶ್ವದ ತೈಲ ವ್ಯಾಪಾರದ ಸುಮಾರು 26 ಪ್ರತಿಶತ ಈ ಜಲಮಾರ್ಗದ ಮೂಲಕ ನಡೆಯುತ್ತದೆ. ಇರಾನ್ ಈ ನಿರ್ಧಾರವನ್ನು ಜಾರಿಗೆ ತಂದರೆ, ಇಡೀ ಜಗತ್ತಿನಲ್ಲಿ ಕೋಲಾಹಲ ಉಂಟಾಗುತ್ತದೆ. ಇದು ಅಮೆರಿಕ ಮತ್ತು ಭಾರತದ ಮೇಲೂ ಪರಿಣಾಮ ಬೀರುತ್ತದೆ. ಭಾರತದಲ್ಲಿ ಪೆಟ್ರೋಲ್, ಡೀಸೆಲ್ ದರ ಗಗನಕ್ಕೇರುವ ಸಾಧ್ಯತೆ ಇದೆ. ಹಾರ್ಮುಜ್ ಜಲಸಂಧಿಯು ಪರ್ಷಿಯನ್ ಕೊಲ್ಲಿಯನ್ನು ಅರೇಬಿಯನ್ ಸಮುದ್ರ ಮತ್ತು ಹಿಂದೂ ಮಹಾಸಾಗರಕ್ಕೆ ಸಂಪರ್ಕಿಸುತ್ತದೆ ಎಂದು ನಾವು ನಿಮಗೆ ಹೇಳೋಣ. ಇದು 33 ಕಿ.ಮೀ ಅಗಲದ: [236, 619, 368, 770]
hormuz-col1: [236, 618, 368, 868]
modi-portrait-icon: [406, 408, 504, 550]
hormuz-dateline: ನವದೆಹಲಿ:: [236, 619, 260, 627]
lead-story-col1: ಪ್ರಪಂಚದಾದ್ಯಂತ, ಅನೇಕ ಸ್ಥಳೀಯ ಬುಡಕಟ್ಟು ಜನಾಂಗಗಳು ಆಧುನಿಕ ನಾಗರಿಕತೆಯಿಂದ ಇಂದಿಗೂ ದೂರವಾಗಿ ಪ್ರತ್ಯೇಕವಾಗಿ ವಾಸಿಸುತ್ತಿವೆ. ಇಂಡೋನೇಷ್ಯಾ, ಮಲೇಷ್ಯಾ ಮತ್ತು ಫಿಲಿಪ್ಪೈನ್ಸ್‌ನ ಕರಾವಳಿ ಪ್ರದೇಶಗಳಲ್ಲಿ ವಾಸಿಸುವ ಅಲೆಮಾರಿ ಬಜಾವು ಬುಡಕಟ್ಟು ಜನಾಂಗವು ಅಂತಹ ಒಂದು ವಿಶಿಷ್ಟ ಸಮುದಾಯಗಳಲ್ಲಿ ಒಂದು. ಅವರು ತಮ್ಮ ಜೀವನದ ಬಹುಪಾಲು ಸಮಯವನ್ನು ಸಮುದ್ರದಲ್ಲಿ ಕಳೆಯುತ್ತಾರೆ. ಬಜಾವುಗಳು ತಮ್ಮ ಅಸಾಧಾರಣ ಡೈವಿಂಗ್ ಸಾಮರ್ಥ್ಯಗಳಿಗೆ ಹೆಸರುವಾಸಿಯಾಗಿವೆ. ಆಧುನಿಕ ಡೈವಿಂಗ್ ಗೇರ್‌ಗಳನ್ನು ಬಳಸದೆಯೇ, ಸುಮಾರು 20-30 ಮೀಟರ್ ಸಮುದ್ರದ ಆಳಕ್ಕೆ ಧುಮುಕಬಲ್ಲ ಸಾಮರ್ಥ್ಯ ಹೊಂದಿದ್ದಾರೆ. ಐದು ರಿಂದ 13 ನಿಮಿಷಗಳ ಕಾಲ ತಮ್ಮ ಉಸಿರನ್ನು ಹಿಡಿದಿಟ್ಟುಕೊಳ್ಳಬಲ್ಲರು. ವೈದ್ಯಕೀಯ ಸಂಶೋಧನೆಯು ಬಜಾವುಗಳು ಸಾಮಾನ್ಯ ಜನರಿಗಿಂತ ಸರಾಸರಿ 50% ದೊಡ್ಡದಾದ ಗುಲ್ಮಗಳನ್ನು ಹೊಂದಿದ್ದಾರೆ ಎಂದು ಬಹಿರಂಗಪಡಿಸುತ್ತದೆ, ಇದು ನೈಸರ್ಗಿಕ ರೂಪಾಂತರವಾಗಿದ್ದು ಅದು ಅವರನ್ನು: [30, 131, 198, 252]
locomotive-icon: [756, 1068, 936, 1156]
train-photo: [756, 1068, 936, 1156]
bajau-diver-photo: [205, 128, 373, 285]
jagan-col1: [406, 1253, 536, 1488]
spearfisher-figure-icon: [374, 128, 546, 285]
nehru-zoo-bottom-right: ಉಪಾಸನಾ ಶುಕ್ರವಾರ ಈ ಬಗ್ಗೆ ಜಾಲತಾಣದಲ್ಲಿ ಪೋಸ್ಟ್ ಹಂಚಿಕೊಂಡಿದ್ದಾರೆ. ಹೈದರಾಬಾದ್‌ನ ನೆಹರು ಪ್ರಾಣಿಶಾಸ್ತ್ರ ಉದ್ಯಾನವನ ತಂಡಕ್ಕೆ ಅವರು ಧನ್ಯವಾದ ಕೂಡ ಅರ್ಪಿಸಿದ್ದಾರೆ. ಮೃಗಾಲಯದಲ್ಲಿರುವ ಹೆಣ್ಣು ಹುಲಿಯೊಂದಕ್ಕೆ ನಮ್ಮ ಮಗಳ ಹೆಸರಿಡಲಾಗಿದೆ ಎಂದು ಉಪಾಸನಾ ಪೋಸ್ಟ್‌ನಲ್ಲಿ ಹೇಳಿಕೊಂಡಿದ್ದಾರೆ.: [200, 1419, 395, 1458]
modi-iran-body-right: ತಕ್ಷಣವೇ ಬಗೆಹರಿಸಿಕೊಳ್ಳಲು ಸಲಹೆ ನೀಡಿದ್ದಾರೆ. ಅಮೆರಿಕ ಇರಾನ್‌ನಲ್ಲಿರುವ ಮೂರು ಪರಮಾಣು ತಾಣಗಳ ಮೇಲೆ ಬಾಂಬ್ ದಾಳಿ ನಡೆಸಿ ಸಂಘರ್ಷ ಮತ್ತೊಂದು ಹಂತಕ್ಕೇರಲು ಕಾರಣವಾದ ಕೆಲವೇ ಗಂಟೆಗಳ ನಂತರ ಮೋದಿ ಮತ್ತು ಪೆಜೆಷ್ಕಿಯಾನ್ ನಡುವೆ ಈ ಫೋನ್ ಸಂಭಾಷಣೆ ನಡೆದಿದೆ. ಈ ಬಗ್ಗೆ ಸಾಮಾಜಿಕ ಮಾಧ್ಯಮದಲ್ಲಿ ಪೋಸ್ಟ್ ಹಂಚಿಕೊಂಡಿರುವ ಪ್ರಧಾನಿ ಮೋದಿ ಅವರು, ಇಸ್ರೇಲ್ ಮತ್ತು ಇರಾನ್ ನಡುವಿನ ಇತ್ತೀಚಿನ ಘಟನೆಗಳ ಬಗ್ಗೆ ತೀವ್ರ ಕಳವಳ ಉಂಟಾಗಿದೆ. ಇರಾನ್ ಅಧ್ಯಕ್ಷ ಮಸೌದ್ ಪೆಜೆಷ್ಕಿಯಾನ್ ಅವರೊಂದಿಗೆ ಮಾತನಾಡಿದ್ದೇನೆ. ಪ್ರಸ್ತುತ ಪರಿಸ್ಥಿತಿಯ ಬಗ್ಗೆ ನಾವಿಬ್ಬರೂ ವಿವರವಾಗಿ ಚರ್ಚಿಸಿದ್ದೇವೆ ಎಂದು ತಿಳಿಸಿದ್ದಾರೆ.: [577, 410, 737, 500]
modi-iran-dateline: ನವದೆಹಲಿ:: [236, 410, 260, 418]
jagan-dateline: ಆಂಧ್ರ:: [406, 1254, 421, 1262]
sidebar-story3-headline: ಪುರಿಗೆ 365 ವಿಶೇಷ ರೈಲುಗಳು: [756, 748, 885, 763]
madurai-dateline: ನವದೆಹಲಿ:: [312, 915, 336, 923]
sidebar-story1-intro: [756, 86, 941, 128]
madurai-col1: [312, 914, 472, 1119]
nehru-zoo-dateline: ಹೈದರಾಬಾದ್:: [6, 1247, 38, 1255]
page-number: 7: [892, 2, 937, 62]
iran-radiation-text: ಇರಾನ್ ನ ಮೂರು ಪರಮಾಣು ಸ್ಥಾವರಗಳ ಮೇಲೆ ಅಮೆರಿಕ ಬಾಂಬ್ ದಾಳಿ ನಡೆಸಿದ ನಂತರ ಅಲ್ಲಿ ವಿಕಿರಣ ಹೊರಸೂಸಿಲ್ಲ ಎಂದು ಅಂತಾರಾಷ್ಟ್ರೀಯ ಪರಮಾಣು ಶಕ್ತಿ ಸಂಸ್ಥೆ ಭಾನುವಾರ ದೃಢಪಡಿಸಿದೆ. ಅಣ್ವಸ್ತ್ರ ಬಾಂಬ್ ತಯಾರಿಸಲು ಇರಾನ್ ಯುರೇನಿಯಂ ಶೇಖರಣೆ ಮಾಡುತ್ತಿದ್ದ ಘಟಕಗಳ ಮೇಲೆ ಅಮೆರಿಕ ಭಾನುವಾರ ಬಿ-2 ಬಾಂಬರ್, ಬಂಕರ್ ಬಸ್ಟರ್ ಬಾಂಬ್ ಗಳಿಂದ ಅವುಗಳನ್ನು ನಾಶ ಮಾಡಿದೆ. ಇದರಿಂದ ವಿಕಿರಣ ಹೊರಸೂಸುವ ಭೀತಿ ಉಂಟಾಗಿತ್ತು. ಇದಕ್ಕೆ ಸ್ಪಷ್ಟನೆ ನೀಡಿರುವ ಐಎಇಎ, ಇರಾನ್ ನ ಪರಮಾಣು ತಾಣಗಳ ಮೇಲೆ ಇತ್ತೀಚೆಗೆ ನಡೆದ ದಾಳಿಗಳಿಂದ ಆ ಪ್ರದೇಶದಲ್ಲಿ ವಿಕಿರಣಗಳು ಹೊರಬಂದಿಲ್ಲ, ಈ ಬಗ್ಗೆ ಮತ್ತಷ್ಟು ಪರಿಶೀಲನೆ ನಡೆಸಲಾಗುತ್ತಿದೆ ಎಂದು ತನ್ನ ಸಂಸ್ಥೆಯು ತನ್ನ ಹೇಳಿಕೆಯಲ್ಲಿ ತಿಳಿಸಿದೆ. ನಟಾಂಜ್, ಇಸ್ಫಹಾನ್ ಮತ್ತು ಫೋರ್ಡೋದಲ್ಲಿನ ಪರಮಾಣು ಘಟಕಗಳನ್ನು ಗುರಿಯಾಗಿಸಿಕೊಂಡು ಅಮೆರಿಕ ಮತ್ತು ಇಸ್ರೇಲ್ ಭೀಕರ ದಾಳಿ ನಡೆಸಿವೆ. ಇರಾನ್ ಈ ದಾಳಿಗಳನ್ನು ಖಂಡಿಸಿದೆ. ಈ ಕೃತ್ಯವು ಅಂತಾರಾಷ್ಟ್ರೀಯ ಕಾನೂನಿನ ಉಲ್ಲಂಘನೆ ಎಂದು ಕರೆದಿದೆ. ಅದಾಗ್ಯೂ, ತನ್ನ ಪರಮಾಣು ಕಾರ್ಯಕ್ರಮವನ್ನು ಮುಂದುವರಿಸುವುದಾಗಿ ಪ್ರತಿಜ್ಞೆ ಮಾಡಿದೆ. ಲಿಖಿತ ಹೇಳಿಕೆ ಬಿಡುಗಡೆ ಮಾಡಿದ್ದು, ಭಾನುವಾರ ಮುಂಜಾನೆ ಇರಾನ್‌ನ ಪರಮಾಣು ತಾಣಗಳು ಭೀಕರ ಆಕ್ರಮಣಕ್ಕೆ ಒಳಗಾಗಿವೆ. ಇದು ಪರಮಾಣು ಶಸ್ತ್ರಾಸ್ತ್ರಗಳ ಪ್ರಸರಣ ರಹಿತ ಒಪ್ಪಂದ ಮತ್ತು ಅಂತಾರಾಷ್ಟ್ರೀಯ ಕಾನೂನುಗಳ ಉಲ್ಲಂಘನೆಯಾಗಿದೆ. ಈ ದಾಳಿಯು ಅಂತಾರಾಷ್ಟ್ರೀಯ ಪರಮಾಣು ಶಕ್ತಿ ಸಂಸ್ಥೆಯ ಉದಾಸೀನತೆ ಮತ್ತು ಅಸಕ್ತಿಗೆ ಸಾಕ್ಷಿ ಎಂದು ಕಿಡಿಕಾರಿದೆ. ಇರಾನ್ ನ ಜನರ ಹಕ್ಕುಗಳನ್ನು ರಕ್ಷಿಸಲು ಅಗತ್ಯ ಕ್ರಮಗಳನ್ನು ತೆಗೆದುಕೊಳ್ಳುತ್ತದೆ ಎಂದು ಹೇಳಿದೆ.: [6, 573, 221, 724]
madurai-bottom-left: ವಿಚಾರಣೆ ವೇಳೆ ನಿವಾಸಿಗಳ ಸಂಸ್ಥೆಯ ವಾದವನ್ನು ಪೀಠ ಪರಿಗಣಿಸಿತು. ನಿವಾಸಿಗಳನ್ನು ಪ್ರತಿನಿಧಿಸಿದ ಹಿರಿಯ ವಕೀಲ ದಾಮ ಶೇಷಾದ್ರಿ ನಾಯ್ಡು, ಹೈಕೋರ್ಟ್ ಎರಡೂ ಕಡೆಯವರಿಗೆ ವಿಚಾರಣೆಗೆ ಅವಕಾಶ ನೀಡಲಿಲ್ಲ: [312, 1121, 520, 1150]
upasana-tiger-photo: [142, 1247, 395, 1411]
lead-story-col3: ಕೈಯಿಂದ ಮಾಡಿದ ಈಟಿಗಳನ್ನು ಬಳಸಿ ಮೀನು, ಆಕ್ಟೋಪಸ್ ಮತ್ತು ಸಮುದ್ರ ಸೌತೆಕಾಯಿಗಳನ್ನು ಬೇಟೆಯಾಡುತ್ತಾರೆ. ಬಜಾವುಗಳು ಲೆಪಾ-ಲೆಪಾ ಎಂದು ಕರೆಯಲ್ಪಡುವ ಮರದ ದೋಣಿಗಳಲ್ಲಿ ವಾಸಿಸುತ್ತಾರೆ, ಆಹಾರ, ಆದಾಯ ಮತ್ತು ದೈನಂದಿನ ಅಗತ್ಯಗಳಿಗಾಗಿ ಸಮುದ್ರವನ್ನು ಸಂಪೂರ್ಣವಾಗಿ ಅವಲಂಬಿಸಿರುತ್ತಾರೆ. ಮೀನುಗಾರಿಕೆ ಅವರ ಜೀವನಶೈಲಿಯ ಕೇಂದ್ರಬಿಂದುವಾಗಿದೆ. ಅದು ಅವರ ಸಾಂಸ್ಕೃತಿಕ ಪರಂಪರೆಯ ಪ್ರತಿಬಿಂಬವೂ ಸಹ ಹೌದು. ಕೆಲವು ಬಜಾವು ಸಮುದಾಯಗಳು ತೀರದಲ್ಲಿರುವ ಸ್ಟಿಲ್ಟ್ ಮನೆಗಳಲ್ಲಿ ನೆಲೆಸಲು ಪ್ರಾರಂಭಿಸಿದ್ದರೂ, ಸಮುದ್ರಕ್ಕೆಳೆಯುವುದನ್ನು ಇಂದಿಗೂ ಬಿಟ್ಟಿಲ್ಲ. ಆದರೆ ಇಂದು ಈ ಜನರ ಜೀವನಶೈಲಿ ಅಪಾಯದಲ್ಲಿದೆ. ಹೆಚ್ಚಿದ ಪ್ರವಾಸೋದ್ಯಮದ, ಮೀನುಗಾರಿಕೆ ಅಡ್ಡ ಮಾರ್ಗಗಳು, ಡೈನಮೈಟ್ ಮೀನುಗಾರಿಕೆಯಂತಹ ಹಾನಿಕಾರಕ ವಿಧಾನಗಳಿಂದ ಕೆಲವು ಜನರು ಸಮುದ್ರ ಪರಿಸರ ವ್ಯವಸ್ಥೆಯನ್ನು ನಾಶಪಡಿಸುತ್ತಿದ್ದಾರೆ. ಈ ಸವಾಲುಗಳ ಹೊರತಾಗಿಯೂ, ಬಜಾವು ತಮ್ಮ ಸಂಸ್ಕೃತಿಯನ್ನು ಉಳಿಸಿಕೊಳ್ಳಲು ಪ್ರಯತ್ನಗಳನ್ನು ಮಾಡುತ್ತಿದೆ.: [552, 129, 722, 260]
masthead-date: 23.6.2025: [811, 45, 852, 54]
